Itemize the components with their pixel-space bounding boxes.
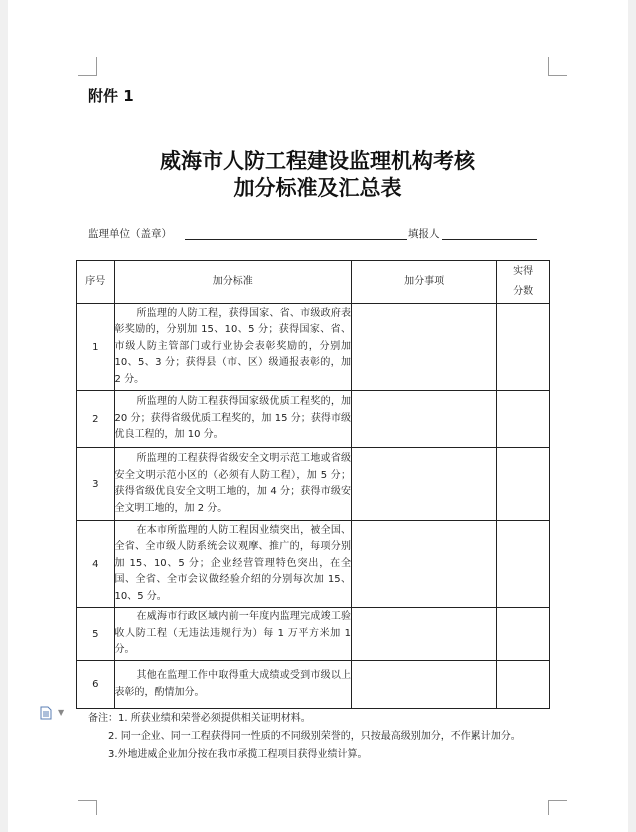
row-score-cell[interactable] [497,521,550,608]
document-title-line2: 加分标准及汇总表 [233,175,402,200]
row-standard [114,448,352,521]
row-score-cell[interactable] [497,448,550,521]
chevron-down-icon[interactable]: ▼ [58,708,65,717]
row-score-cell[interactable] [497,608,550,661]
score-table [76,260,550,709]
table-row [77,661,550,709]
page-corner-mark [78,57,97,76]
unit-label: 监理单位（盖章） [88,228,172,240]
table-row [77,304,550,391]
table-row [77,521,550,608]
row-number: 6 [77,661,115,709]
row-number: 5 [77,608,115,661]
header-score-line1: 实得 [513,266,534,277]
row-number: 2 [77,391,115,448]
filler-underline[interactable] [442,239,537,240]
row-standard [114,521,352,608]
header-no: 序号 [77,261,115,304]
unit-underline[interactable] [185,239,407,240]
row-standard [114,304,352,391]
row-number: 4 [77,521,115,608]
row-score-cell[interactable] [497,304,550,391]
row-number: 3 [77,448,115,521]
row-items-cell[interactable] [352,391,497,448]
table-row [77,391,550,448]
row-standard [114,608,352,661]
table-row [77,448,550,521]
header-score [497,261,550,304]
row-score-cell[interactable] [497,661,550,709]
row-standard-text: 所监理的人防工程获得国家级优质工程奖的，加 20 分；获得省级优质工程奖的，加 15 分；获得市级优良工程的，加 10 分。 [114,396,352,441]
notes-section [88,710,543,764]
note-3: 3.外地进威企业加分按在我市承揽工程项目获得业绩计算。 [108,749,368,760]
table-header-row [77,261,550,304]
row-items-cell[interactable] [352,521,497,608]
row-items-cell[interactable] [352,304,497,391]
row-standard-text: 在本市所监理的人防工程因业绩突出，被全国、全省、全市级人防系统会议观摩、推广的，每项分别加 15、10、5 分；企业经营管理特色突出，在全国、全省、全市会议做经验介绍的分别每次加 15、10、5 分。 [114,524,352,602]
row-standard-text: 所监理的工程获得省级安全文明示范工地或省级安全文明示范小区的（必须有人防工程），加 5 分；获得省级优良安全文明工地的，加 4 分；获得市级安全文明工地的，加 2 分。 [114,453,352,514]
row-standard [114,661,352,709]
row-standard-text: 其他在监理工作中取得重大成绩或受到市级以上表彰的，酌情加分。 [114,670,352,698]
document-title-line1: 威海市人防工程建设监理机构考核 [160,148,475,173]
header-standard: 加分标准 [114,261,352,304]
row-number: 1 [77,304,115,391]
document-icon[interactable] [40,706,52,720]
page-corner-mark [548,57,567,76]
row-standard-text: 在威海市行政区域内前一年度内监理完成竣工验收人防工程（无违法违规行为）每 1 万平方米加 1 分。 [114,611,352,656]
note-1: 备注：1. 所获业绩和荣誉必须提供相关证明材料。 [88,713,311,724]
row-score-cell[interactable] [497,391,550,448]
row-items-cell[interactable] [352,661,497,709]
table-row [77,608,550,661]
filler-label: 填报人 [408,228,440,240]
row-standard [114,391,352,448]
header-score-line2: 分数 [513,286,534,297]
row-items-cell[interactable] [352,448,497,521]
page-corner-mark [548,800,567,815]
header-items: 加分事项 [352,261,497,304]
row-standard-text: 所监理的人防工程，获得国家、省、市级政府表彰奖励的，分别加 15、10、5 分；获得国家、省、市级人防主管部门或行业协会表彰奖励的，分别加 10、5、3 分；获得县（市、区）级通报表彰的，加 2 分。 [114,307,352,385]
note-2: 2. 同一企业、同一工程获得同一性质的不同级别荣誉的，只按最高级别加分，不作累计加分。 [108,731,521,742]
page-corner-mark [78,800,97,815]
attachment-label: 附件 1 [88,87,134,105]
row-items-cell[interactable] [352,608,497,661]
